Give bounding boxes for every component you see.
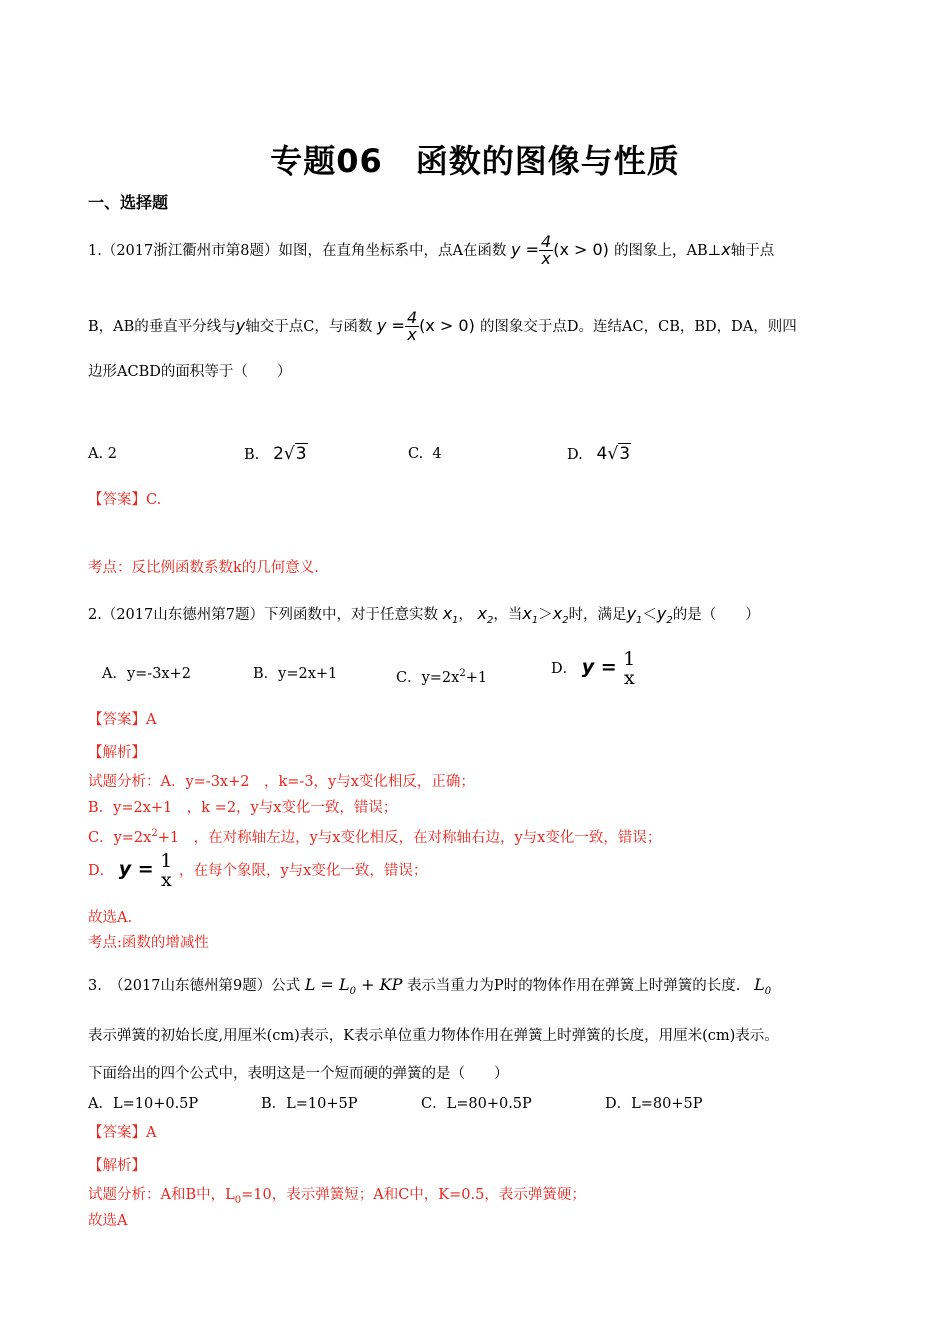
q2-gt: ＞: [538, 607, 553, 623]
q1-option-b-math: 2√3: [273, 444, 307, 464]
q2-conclude: 故选A.: [88, 910, 133, 926]
q2-stem-b: ，当: [493, 607, 523, 623]
q2-x2-sub: 2: [487, 615, 494, 627]
q2-analysis-c-b: +1 ，在对称轴左边，y与x变化相反，在对称轴右边，y与x变化一致，错误；: [157, 829, 662, 846]
q3-option-a: A．L=10+0.5P: [88, 1096, 199, 1112]
q1-func-cond: (x > 0): [553, 240, 609, 259]
q3-formula-a: L = L: [304, 975, 350, 994]
q2-option-c: [396, 664, 487, 688]
q2-lt: ＜: [642, 607, 657, 623]
q2-option-d-lhs: y =: [581, 656, 617, 678]
q1-option-a-value: 2: [107, 446, 117, 462]
q2-x2-var: x: [477, 604, 487, 623]
q1-option-b-coef: 2: [273, 444, 284, 464]
q2-x1b-var: x: [522, 604, 532, 623]
q1-func-den: x: [539, 250, 553, 267]
q3-line2: 表示弹簧的初始长度,用厘米(cm)表示，K表示单位重力物体作用在弹簧上时弹簧的长度，用厘米(cm)表示。: [88, 1028, 779, 1044]
q2-y2-var: y: [656, 604, 667, 623]
q2-stem-d: 的是（ ）: [672, 607, 760, 623]
q2-option-d-den: x: [623, 667, 635, 689]
q2-stem-c: 时，满足: [568, 607, 627, 623]
q1-func2-lhs: y =: [376, 316, 405, 335]
q2-x1-sub: 1: [452, 615, 459, 627]
q3-line3: 下面给出的四个公式中，表明这是一个短而硬的弹簧的是（ ）: [88, 1066, 509, 1082]
q1-line1-c: 轴于点: [730, 243, 775, 259]
q1-function: [511, 232, 614, 268]
q3-conclude: 故选A: [88, 1213, 128, 1229]
q2-analysis-c-sup: 2: [151, 828, 158, 839]
q2-option-c-b: +1: [465, 669, 488, 686]
q1-line1-a: 1.（2017浙江衢州市第8题）如图，在直角坐标系中，点A在函数: [88, 243, 507, 259]
q1-func-lhs: y =: [511, 240, 540, 259]
q2-x1b: [522, 604, 539, 627]
q1-axis-x: x: [721, 240, 731, 259]
page-title: 专题06 函数的图像与性质: [270, 142, 680, 180]
q2-x1b-sub: 1: [531, 615, 539, 627]
q2-analysis-d-den: x: [160, 869, 172, 891]
q1-func2-den: x: [405, 326, 419, 343]
q1-option-c: [408, 444, 442, 464]
q1-option-a-label: A.: [88, 446, 104, 462]
q1-answer: 【答案】C.: [88, 492, 162, 508]
q2-option-a: A．y=-3x+2: [102, 666, 191, 682]
q1-kaodian: 考点：反比例函数系数k的几何意义.: [88, 560, 319, 576]
q2-y1-sub: 1: [636, 615, 643, 627]
q1-option-c-value: 4: [432, 446, 442, 462]
q1-func2-num: 4: [406, 308, 418, 327]
q2-analysis-d-label: D．: [88, 863, 115, 879]
q2-option-d-fraction: [621, 650, 637, 688]
q2-stem-a: 2.（2017山东德州第7题）下列函数中，对于任意实数: [88, 607, 438, 623]
q2-analysis-d-lhs: y =: [118, 858, 154, 880]
q1-option-b: [244, 444, 308, 465]
q2-x1-var: x: [442, 604, 453, 623]
q2-analysis-d-fraction: [158, 852, 174, 890]
q1-line2-a: B，AB的垂直平分线与: [88, 319, 236, 335]
q1-line1: [88, 234, 774, 267]
q3-L0-sub: 0: [764, 986, 772, 998]
q2-jiexi: 【解析】: [88, 745, 146, 761]
q2-analysis-d-text: ，在每个象限，y与x变化一致，错误；: [178, 863, 428, 879]
q1-option-d-label: D.: [567, 447, 583, 463]
q2-x1: [442, 604, 459, 627]
q3-stem-a: 3. （2017山东德州第9题）公式: [88, 978, 301, 994]
q2-option-c-sup: 2: [459, 668, 466, 679]
q2-y2-sub: 2: [666, 615, 673, 627]
q3-analysis-a: 试题分析：A和B中，L: [88, 1187, 235, 1203]
q1-func-num: 4: [541, 232, 552, 251]
q2-x2b-sub: 2: [562, 615, 569, 627]
q2-y2: [656, 604, 673, 627]
q3-analysis: [88, 1185, 586, 1211]
q2-option-d: [551, 650, 637, 688]
q2-kaodian: 考点:函数的增减性: [88, 935, 209, 951]
q1-line2-b: 轴交于点C，与函数: [245, 319, 373, 335]
q3-jiexi: 【解析】: [88, 1158, 146, 1174]
q1-option-c-label: C.: [408, 446, 424, 462]
q1-option-b-rad: 3: [295, 444, 307, 464]
q3-formula-sub: 0: [349, 986, 357, 998]
q1-line1-b: 的图象上，AB⊥: [614, 243, 722, 259]
q3-L0-var: L: [754, 975, 765, 994]
q2-x2: [477, 604, 494, 627]
q2-x2b: [552, 604, 569, 627]
q1-line2-c: 的图象交于点D。连结AC，CB，BD，DA，则四: [479, 319, 797, 335]
q3-formula: [304, 975, 403, 998]
q2-option-d-num: 1: [623, 648, 636, 670]
q3-analysis-b: =10，表示弹簧短；A和C中，K=0.5，表示弹簧硬；: [241, 1187, 586, 1203]
q3-analysis-sub: 0: [234, 1194, 242, 1206]
q1-function-2: [376, 308, 480, 344]
q3-option-b: B．L=10+5P: [261, 1096, 358, 1112]
q1-option-b-label: B.: [244, 447, 260, 463]
q2-option-b: B．y=2x+1: [253, 666, 338, 682]
section-heading: 一、选择题: [88, 193, 169, 212]
q2-analysis-c: [88, 824, 661, 848]
q2-x2b-var: x: [552, 604, 563, 623]
q2-analysis-d: [88, 852, 427, 890]
q1-option-d-rad: 3: [619, 444, 631, 464]
q3-L0: [754, 975, 772, 998]
q3-stem-b: 表示当重力为P时的物体作用在弹簧上时弹簧的长度.: [406, 978, 741, 994]
q1-func2-cond: (x > 0): [419, 316, 475, 335]
q1-line2: [88, 310, 797, 343]
q3-option-c: C．L=80+0.5P: [421, 1096, 532, 1112]
q3-option-d: D．L=80+5P: [605, 1096, 703, 1112]
q3-stem: [88, 975, 771, 1002]
q2-stem: 2.（2017山东德州第7题）下列函数中，对于任意实数 $x_1$， $x_2$，当$x_1>x_2$时，满足$y_1<y_2$的是（ ）: [88, 604, 760, 627]
q2-y1-var: y: [626, 604, 637, 623]
q2-analysis-d-num: 1: [160, 850, 173, 872]
q2-option-c-a: C．y=2x: [396, 669, 460, 686]
q3-answer: 【答案】A: [88, 1125, 157, 1141]
q2-answer: 【答案】A: [88, 712, 157, 728]
q1-line3: 边形ACBD的面积等于（ ）: [88, 364, 292, 380]
q1-option-d: [567, 444, 631, 465]
q2-analysis-b: B．y=2x+1 ，k =2，y与x变化一致，错误；: [88, 800, 398, 816]
q2-y1: [626, 604, 643, 627]
q3-formula-b: + KP: [356, 975, 403, 994]
q2-option-d-label: D．: [551, 661, 578, 677]
q2-analysis-a: 试题分析：A．y=-3x+2 ，k=-3，y与x变化相反，正确；: [88, 774, 475, 790]
q1-option-d-coef: 4: [596, 444, 608, 464]
q2-analysis-c-a: C．y=2x: [88, 829, 152, 846]
q1-fraction: [539, 234, 553, 267]
q1-fraction-2: [405, 310, 419, 343]
q1-axis-y: y: [235, 316, 246, 335]
q1-option-d-math: 4√3: [596, 444, 631, 464]
q1-option-a: [88, 444, 117, 464]
